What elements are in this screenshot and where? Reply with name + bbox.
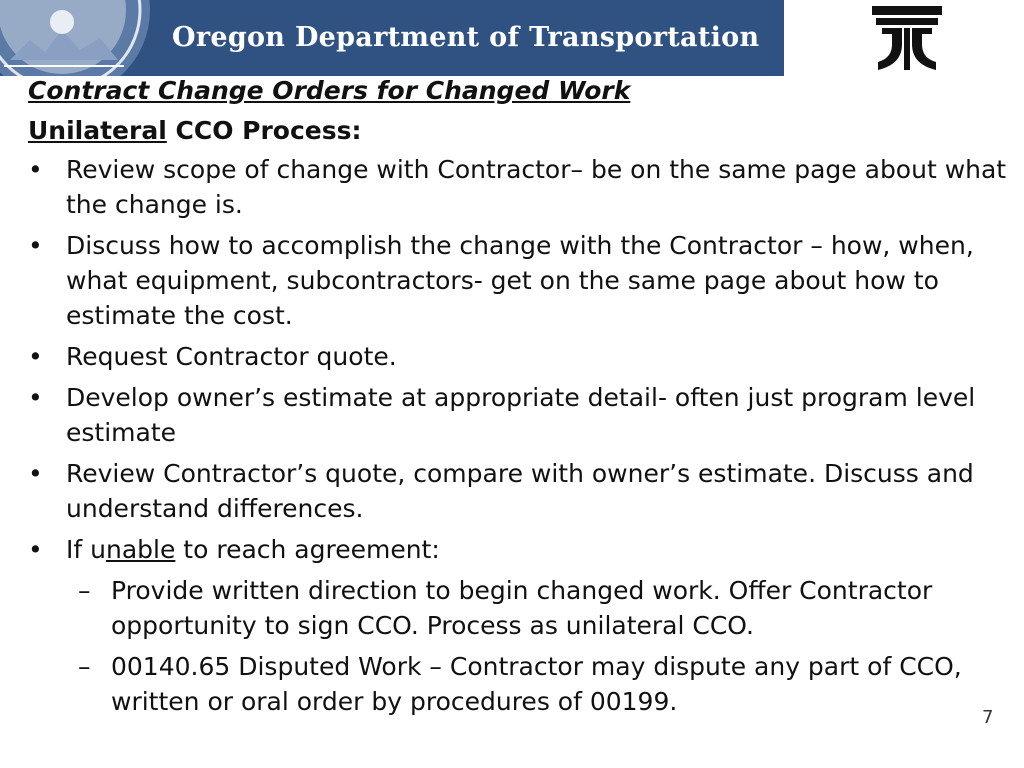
bullet-item (28, 456, 1013, 526)
bullet-item (28, 228, 1013, 333)
bullet-item (28, 339, 1013, 374)
page-number: 7 (982, 707, 994, 728)
bullet-marker: • (28, 535, 43, 564)
bullet-text-prefix: If u (66, 535, 106, 564)
bullet-list (28, 152, 1013, 725)
bullet-marker: • (28, 459, 43, 488)
sub-bullet-text: Provide written direction to begin changed work. Offer Contractor opportunity to sign CCO. Process as unilateral CCO. (111, 576, 933, 640)
bullet-text-emphasis: nable (105, 535, 176, 564)
bullet-item (28, 532, 1013, 567)
header-banner (0, 0, 784, 76)
bullet-text: Review Contractor’s quote, compare with owner’s estimate. Discuss and understand differences. (66, 459, 974, 523)
subtitle-text: CCO Process: (166, 116, 362, 145)
sub-bullet-text: 00140.65 Disputed Work – Contractor may dispute any part of CCO, written or oral order by procedures of 00199. (111, 652, 962, 716)
slide-subtitle (28, 116, 362, 145)
oregon-seal-icon (0, 0, 160, 76)
dash-marker: – (78, 576, 91, 605)
odot-logo-icon (868, 4, 946, 72)
bullet-text: Review scope of change with Contractor– be on the same page about what the change is. (66, 155, 1007, 219)
bullet-item (28, 380, 1013, 450)
subtitle-emphasis: Unilateral (28, 116, 167, 145)
bullet-text: Develop owner’s estimate at appropriate detail- often just program level estimate (66, 383, 976, 447)
bullet-text: Discuss how to accomplish the change with the Contractor – how, when, what equipment, subcontractors- get on the same page about how to estimate the cost. (66, 231, 974, 330)
agency-name: Oregon Department of Transportation (172, 22, 760, 53)
bullet-text (66, 535, 440, 564)
bullet-marker: • (28, 155, 43, 184)
bullet-marker: • (28, 231, 43, 260)
bullet-text: Request Contractor quote. (66, 342, 397, 371)
bullet-text-suffix: to reach agreement: (175, 535, 440, 564)
dash-marker: – (78, 652, 91, 681)
bullet-marker: • (28, 383, 43, 412)
bullet-marker: • (28, 342, 43, 371)
bullet-item (28, 152, 1013, 222)
sub-bullet-item (28, 649, 1013, 719)
sub-bullet-item (28, 573, 1013, 643)
slide-title: Contract Change Orders for Changed Work (28, 76, 631, 105)
